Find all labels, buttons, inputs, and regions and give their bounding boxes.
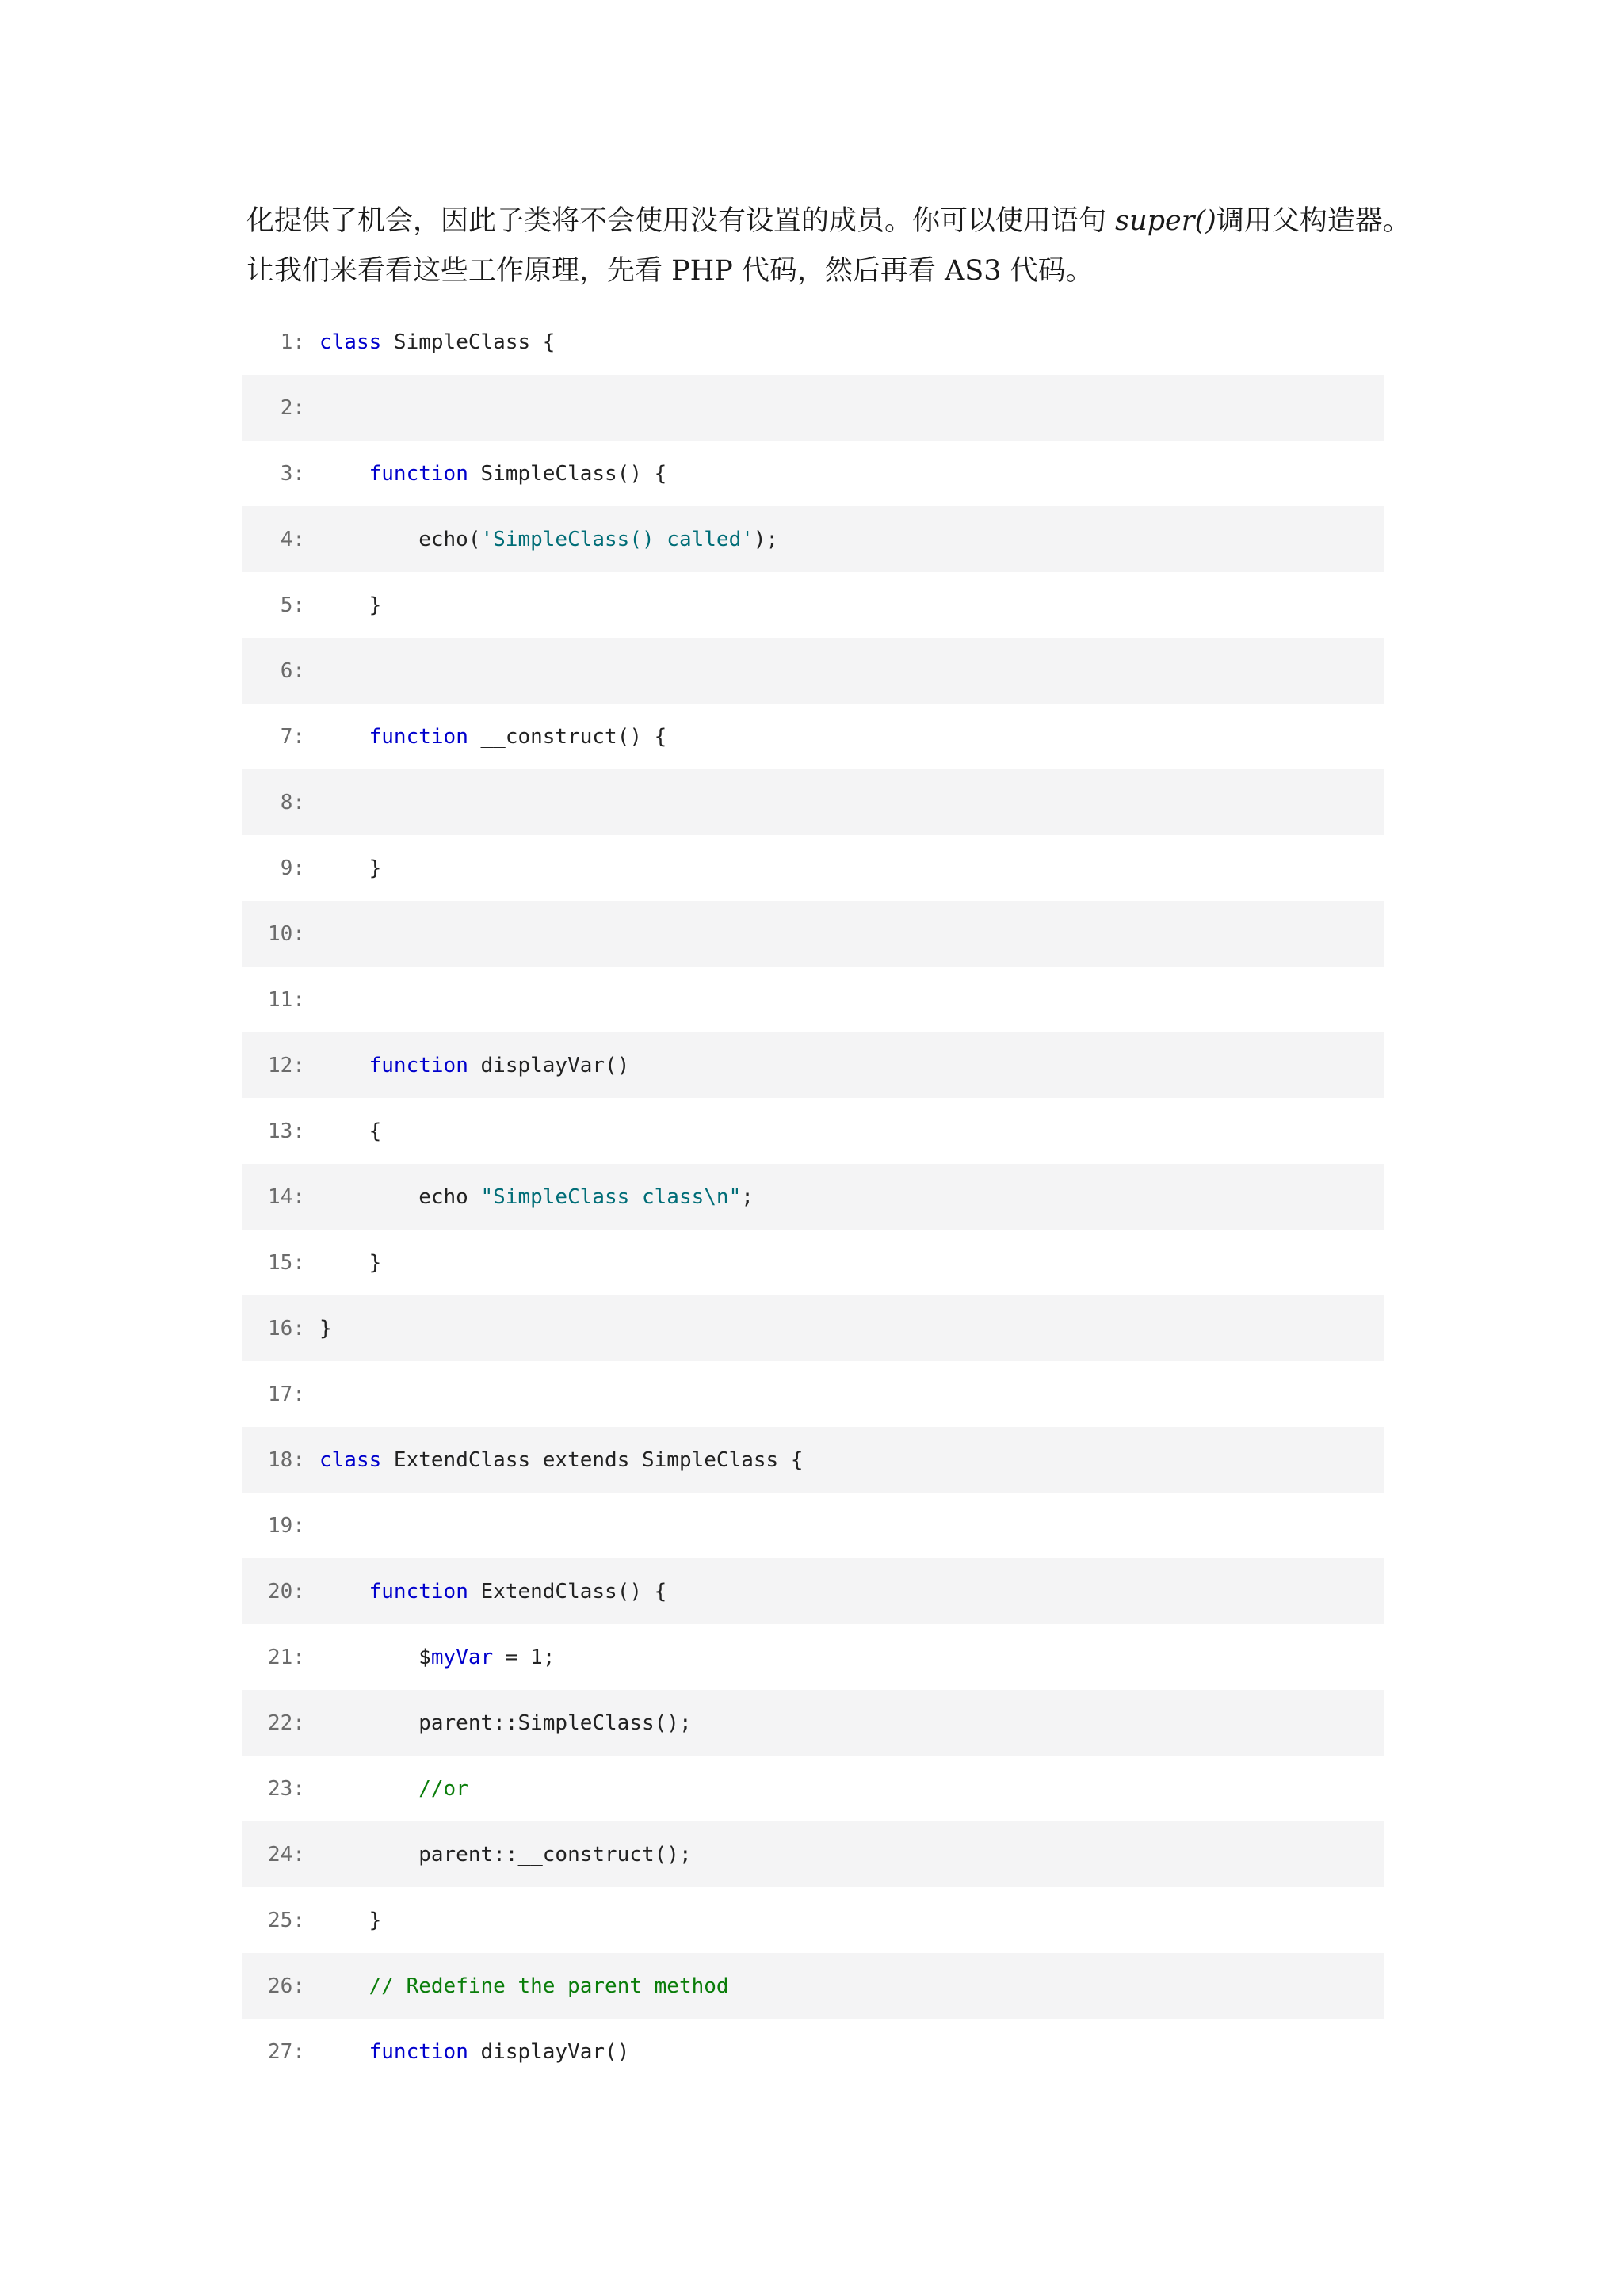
code-line	[242, 1098, 1384, 1164]
code-token: parent::__construct();	[319, 1842, 692, 1867]
paragraph-text: 调用父构造器。	[1216, 205, 1411, 237]
line-number: 27:	[268, 2039, 305, 2064]
code-token: ExtendClass extends SimpleClass {	[381, 1447, 804, 1472]
code-line	[242, 2019, 1384, 2084]
code-line	[242, 1756, 1384, 1821]
code-block	[242, 309, 1384, 2084]
code-token: parent::SimpleClass();	[319, 1711, 692, 1735]
code-comment: // Redefine the parent method	[369, 1974, 729, 1998]
code-line	[242, 1361, 1384, 1427]
code-token	[319, 1580, 369, 1604]
line-number: 21:	[268, 1645, 305, 1669]
inline-code-super: super()	[1115, 205, 1216, 237]
line-number: 17:	[268, 1382, 305, 1406]
line-number: 7:	[280, 724, 305, 749]
line-number: 24:	[268, 1842, 305, 1867]
line-number: 4:	[280, 527, 305, 551]
code-text	[319, 1843, 692, 1867]
line-number: 5:	[280, 593, 305, 617]
code-line	[242, 769, 1384, 835]
line-number: 20:	[268, 1579, 305, 1604]
code-string: "SimpleClass class\n"	[480, 1184, 742, 1209]
line-number: 11:	[268, 987, 305, 1012]
code-string: 'SimpleClass() called'	[480, 527, 754, 551]
code-token: = 1;	[493, 1645, 556, 1669]
line-number: 6:	[280, 658, 305, 683]
code-line	[242, 1032, 1384, 1098]
code-token	[319, 725, 369, 749]
code-keyword: function	[369, 2039, 468, 2064]
code-text	[319, 1646, 555, 1669]
code-token: );	[753, 527, 779, 551]
code-text	[319, 2040, 629, 2064]
code-line	[242, 1295, 1384, 1361]
paragraph-text: 化提供了机会，因此子类将不会使用没有设置的成员。你可以使用语句	[246, 205, 1116, 237]
code-text	[319, 1974, 729, 1998]
code-token: ExtendClass() {	[468, 1579, 667, 1604]
code-text	[319, 1317, 332, 1341]
code-token: SimpleClass {	[381, 330, 556, 354]
code-token: __construct() {	[468, 724, 667, 749]
code-line	[242, 1493, 1384, 1558]
code-text	[319, 462, 666, 486]
line-number: 25:	[268, 1908, 305, 1932]
line-number: 19:	[268, 1513, 305, 1538]
paragraph-line-2: 让我们来看看这些工作原理，先看 PHP 代码，然后再看 AS3 代码。	[246, 255, 1094, 287]
code-token	[319, 1054, 369, 1077]
code-line	[242, 901, 1384, 967]
code-text	[319, 725, 666, 749]
code-token: ;	[741, 1184, 754, 1209]
line-number: 1:	[280, 330, 305, 354]
code-token: }	[319, 593, 382, 617]
code-line	[242, 1164, 1384, 1230]
code-text	[319, 593, 381, 617]
code-line	[242, 835, 1384, 901]
code-keyword: function	[369, 461, 468, 486]
code-text	[319, 1119, 381, 1143]
code-keyword: function	[369, 1579, 468, 1604]
code-token: {	[319, 1119, 382, 1143]
code-line	[242, 1230, 1384, 1295]
code-line	[242, 506, 1384, 572]
code-token: echo(	[319, 527, 481, 551]
code-line	[242, 572, 1384, 638]
code-token: displayVar()	[468, 1053, 630, 1077]
line-number: 18:	[268, 1447, 305, 1472]
line-number: 26:	[268, 1974, 305, 1998]
code-line	[242, 1624, 1384, 1690]
line-number: 14:	[268, 1184, 305, 1209]
code-token: }	[319, 1316, 332, 1341]
code-text	[319, 1185, 754, 1209]
code-token: $	[319, 1645, 431, 1669]
code-text	[319, 1777, 468, 1801]
line-number: 8:	[280, 790, 305, 814]
code-keyword: class	[319, 1447, 382, 1472]
code-line	[242, 1690, 1384, 1756]
line-number: 10:	[268, 921, 305, 946]
line-number: 22:	[268, 1711, 305, 1735]
code-line	[242, 1887, 1384, 1953]
line-number: 2:	[280, 395, 305, 420]
code-token: displayVar()	[468, 2039, 630, 2064]
line-number: 16:	[268, 1316, 305, 1341]
code-line	[242, 441, 1384, 506]
code-token	[319, 2040, 369, 2064]
code-token: }	[319, 856, 382, 880]
code-token	[319, 462, 369, 486]
code-line	[242, 375, 1384, 441]
code-token	[319, 1974, 369, 1998]
code-text	[319, 1711, 692, 1735]
code-text	[319, 1448, 804, 1472]
code-text	[319, 1580, 666, 1604]
code-token: echo	[319, 1184, 481, 1209]
code-line	[242, 1953, 1384, 2019]
line-number: 23:	[268, 1776, 305, 1801]
code-token	[319, 1777, 418, 1801]
code-token: SimpleClass() {	[468, 461, 667, 486]
code-token: }	[319, 1250, 382, 1275]
line-number: 3:	[280, 461, 305, 486]
code-text	[319, 1909, 381, 1932]
code-line	[242, 967, 1384, 1032]
code-comment: //or	[418, 1776, 468, 1801]
code-keyword: function	[369, 1053, 468, 1077]
code-line	[242, 1558, 1384, 1624]
code-line	[242, 309, 1384, 375]
code-keyword: function	[369, 724, 468, 749]
line-number: 15:	[268, 1250, 305, 1275]
code-line	[242, 704, 1384, 769]
line-number: 13:	[268, 1119, 305, 1143]
code-line	[242, 1821, 1384, 1887]
code-text	[319, 528, 778, 551]
code-line	[242, 638, 1384, 704]
code-text	[319, 1054, 629, 1077]
line-number: 9:	[280, 856, 305, 880]
paragraph-line-1	[246, 196, 1411, 246]
code-text	[319, 1251, 381, 1275]
code-keyword: class	[319, 330, 382, 354]
code-text	[319, 330, 555, 354]
code-variable: myVar	[430, 1645, 494, 1669]
code-line	[242, 1427, 1384, 1493]
code-token: }	[319, 1908, 382, 1932]
line-number: 12:	[268, 1053, 305, 1077]
code-text	[319, 856, 381, 880]
